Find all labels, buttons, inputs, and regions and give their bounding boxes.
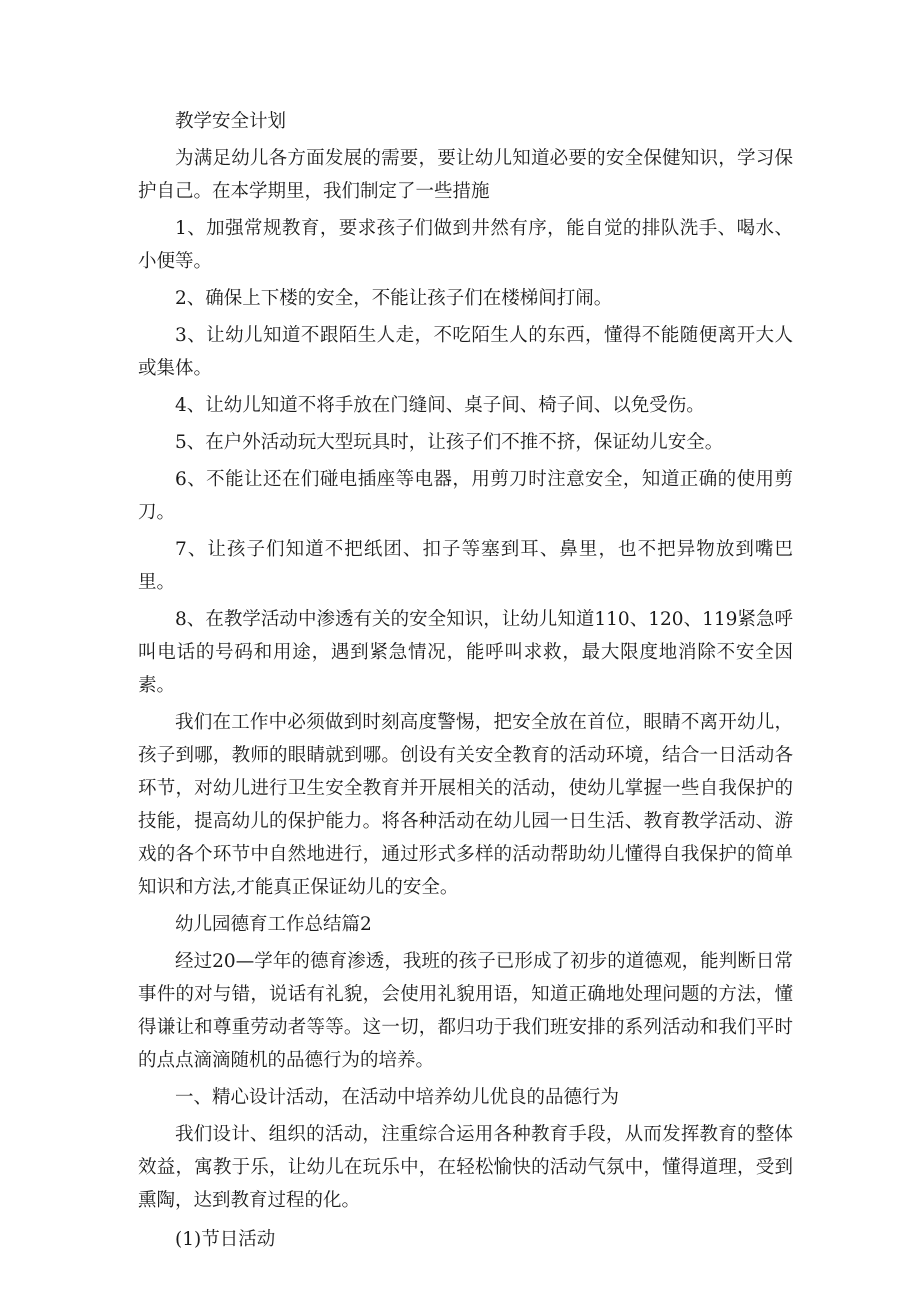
paragraph-item-3: 3、让幼儿知道不跟陌生人走，不吃陌生人的东西，懂得不能随便离开大人或集体。 xyxy=(138,325,793,379)
paragraph-item-8: 8、在教学活动中渗透有关的安全知识，让幼儿知道110、120、119紧急呼叫电话的号码和用途，遇到紧急情况，能呼叫求救，最大限度地消除不安全因素。 xyxy=(138,609,793,696)
document-page xyxy=(138,105,793,1256)
paragraph-item-7: 7、让孩子们知道不把纸团、扣子等塞到耳、鼻里，也不把异物放到嘴巴里。 xyxy=(138,539,793,593)
section2-title: 幼儿园德育工作总结篇2 xyxy=(175,914,372,935)
paragraph-summary: 我们在工作中必须做到时刻高度警惕，把安全放在首位，眼睛不离开幼儿，孩子到哪，教师的眼睛就到哪。创设有关安全教育的活动环境，结合一日活动各环节，对幼儿进行卫生安全教育并开展相关的活动，使幼儿掌握一些自我保护的技能，提高幼儿的保护能力。将各种活动在幼儿园一日生活、教育教学活动、游戏的各个环节中自然地进行，通过形式多样的活动帮助幼儿懂得自我保护的简单知识和方法,才能真正保证幼儿的安全。 xyxy=(138,712,793,898)
document-title: 教学安全计划 xyxy=(175,111,287,132)
paragraph-item-2: 2、确保上下楼的安全，不能让孩子们在楼梯间打闹。 xyxy=(175,288,613,309)
paragraph-item-1: 1、加强常规教育，要求孩子们做到井然有序，能自觉的排队洗手、喝水、小便等。 xyxy=(138,218,793,272)
paragraph-item-5: 5、在户外活动玩大型玩具时，让孩子们不推不挤，保证幼儿安全。 xyxy=(175,432,724,453)
section2-paragraph-1: 经过20—学年的德育渗透，我班的孩子已形成了初步的道德观，能判断日常事件的对与错，说话有礼貌，会使用礼貌用语，知道正确地处理问题的方法，懂得谦让和尊重劳动者等等。这一切，都归功于我们班安排的系列活动和我们平时的点点滴滴随机的品德行为的培养。 xyxy=(138,951,793,1071)
section2-paragraph-2: 我们设计、组织的活动，注重综合运用各种教育手段，从而发挥教育的整体效益，寓教于乐，让幼儿在玩乐中，在轻松愉快的活动气氛中，懂得道理，受到熏陶，达到教育过程的化。 xyxy=(138,1124,793,1211)
section2-heading-1: 一、精心设计活动，在活动中培养幼儿优良的品德行为 xyxy=(175,1087,620,1108)
paragraph-intro: 为满足幼儿各方面发展的需要，要让幼儿知道必要的安全保健知识，学习保护自己。在本学期里，我们制定了一些措施 xyxy=(138,148,793,202)
paragraph-item-4: 4、让幼儿知道不将手放在门缝间、桌子间、椅子间、以免受伤。 xyxy=(175,395,705,416)
paragraph-item-6: 6、不能让还在们碰电插座等电器，用剪刀时注意安全，知道正确的使用剪刀。 xyxy=(138,469,793,523)
section2-subheading-1: (1)节日活动 xyxy=(175,1229,276,1250)
